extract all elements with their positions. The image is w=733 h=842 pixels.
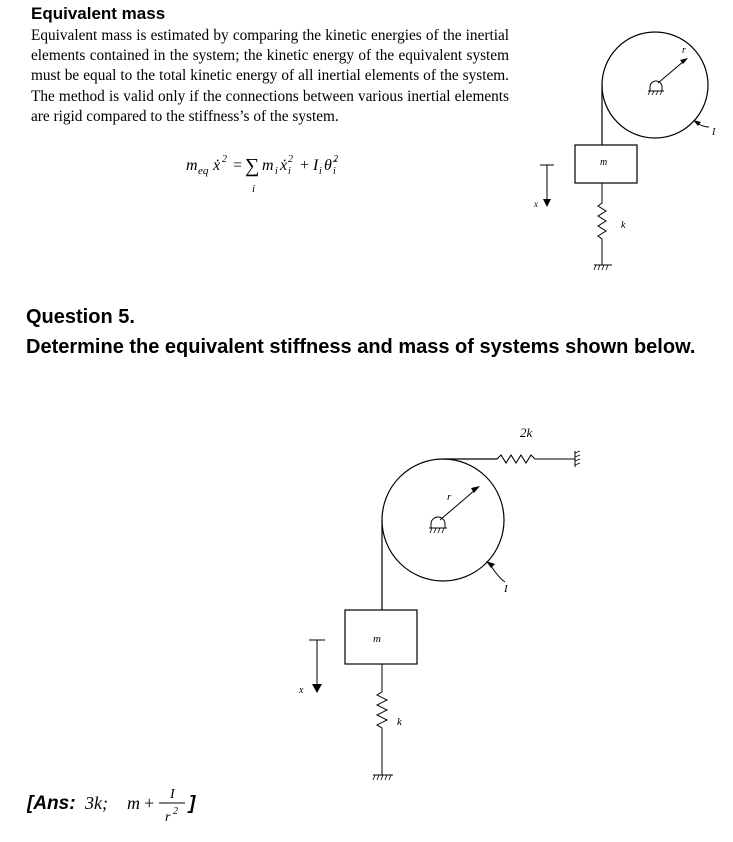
formula-term2-sub: i	[319, 166, 322, 177]
top-spring	[497, 455, 575, 463]
figure1-inertia-label: I	[712, 127, 716, 138]
radius-arrow	[658, 61, 684, 83]
answer-denominator-exp: 2	[173, 806, 178, 817]
figure2-top-spring-label: 2k	[520, 425, 533, 440]
formula-term2-symbol: I	[313, 157, 319, 174]
answer-prefix: [Ans:	[27, 793, 76, 814]
spring	[377, 664, 387, 775]
figure-1-pulley-system	[520, 25, 720, 275]
formula-equals: =	[232, 157, 243, 174]
answer-plus: +	[143, 793, 156, 813]
pivot-icon	[429, 517, 447, 533]
formula-term2-var: θ̇	[324, 157, 332, 174]
spring	[598, 183, 606, 265]
formula-term1-var-sub: i	[288, 166, 291, 177]
mass-block	[345, 610, 417, 664]
formula-lhs-sub: eq	[198, 165, 209, 177]
answer-stiffness: 3k;	[85, 793, 108, 813]
rotation-arrow	[491, 566, 505, 582]
answer-numerator: I	[170, 787, 175, 802]
figure1-spring-label: k	[621, 220, 626, 231]
pivot-icon	[648, 81, 664, 95]
figure2-inertia-label: I	[504, 583, 508, 595]
formula-term1-symbol: m	[262, 157, 274, 174]
radius-arrow	[440, 490, 475, 520]
figure2-displacement-label: x	[299, 685, 304, 696]
figure2-mass-label: m	[373, 633, 381, 645]
formula-term1-var: ẋ	[280, 157, 288, 174]
section-body: Equivalent mass is estimated by comparing the kinetic energies of the inertial elements contained in the system; the kinetic energy of the equivalent system must be equal to the total kinetic energy of all inertial elements of the system. The method is valid only if the connections between various inertial elements are rigid compared to the stiffness’s of the system.	[31, 27, 509, 125]
displacement-arrow-head	[543, 199, 551, 207]
wall-icon	[575, 451, 580, 467]
pulley-disk	[382, 459, 504, 581]
formula-lhs-exp: 2	[222, 154, 227, 165]
figure2-spring-label: k	[397, 716, 402, 728]
formula-plus: +	[299, 157, 310, 174]
formula-term1-sub: i	[275, 166, 278, 177]
formula-term2-exp: 2	[333, 154, 338, 165]
figure1-mass-label: m	[600, 157, 608, 168]
ground-icon	[594, 265, 612, 270]
section-heading: Equivalent mass	[31, 4, 166, 23]
answer-denominator: r	[165, 810, 171, 825]
rotation-arrow-head	[486, 561, 495, 568]
answer	[27, 783, 237, 827]
figure2-radius-label: r	[447, 491, 452, 503]
formula-sum-index: i	[252, 183, 256, 195]
pulley-disk	[602, 32, 708, 138]
ground-icon	[373, 775, 393, 780]
displacement-arrow-head	[312, 684, 322, 693]
answer-mass-term: m	[127, 793, 140, 813]
formula-lhs-var: ẋ	[213, 157, 221, 174]
formula-term2-var-sub: i	[333, 166, 336, 177]
figure1-radius-label: r	[682, 45, 686, 56]
formula-lhs-symbol: m	[186, 157, 198, 174]
equivalent-mass-formula	[186, 152, 386, 198]
figure-2-pulley-system	[285, 420, 615, 790]
question-prompt: Determine the equivalent stiffness and mass of systems shown below.	[26, 336, 696, 358]
answer-suffix: ]	[189, 793, 196, 814]
formula-sum: ∑	[245, 155, 260, 177]
formula-term1-exp: 2	[288, 154, 293, 165]
question-title: Question 5.	[26, 306, 135, 328]
figure1-displacement-label: x	[534, 199, 538, 209]
